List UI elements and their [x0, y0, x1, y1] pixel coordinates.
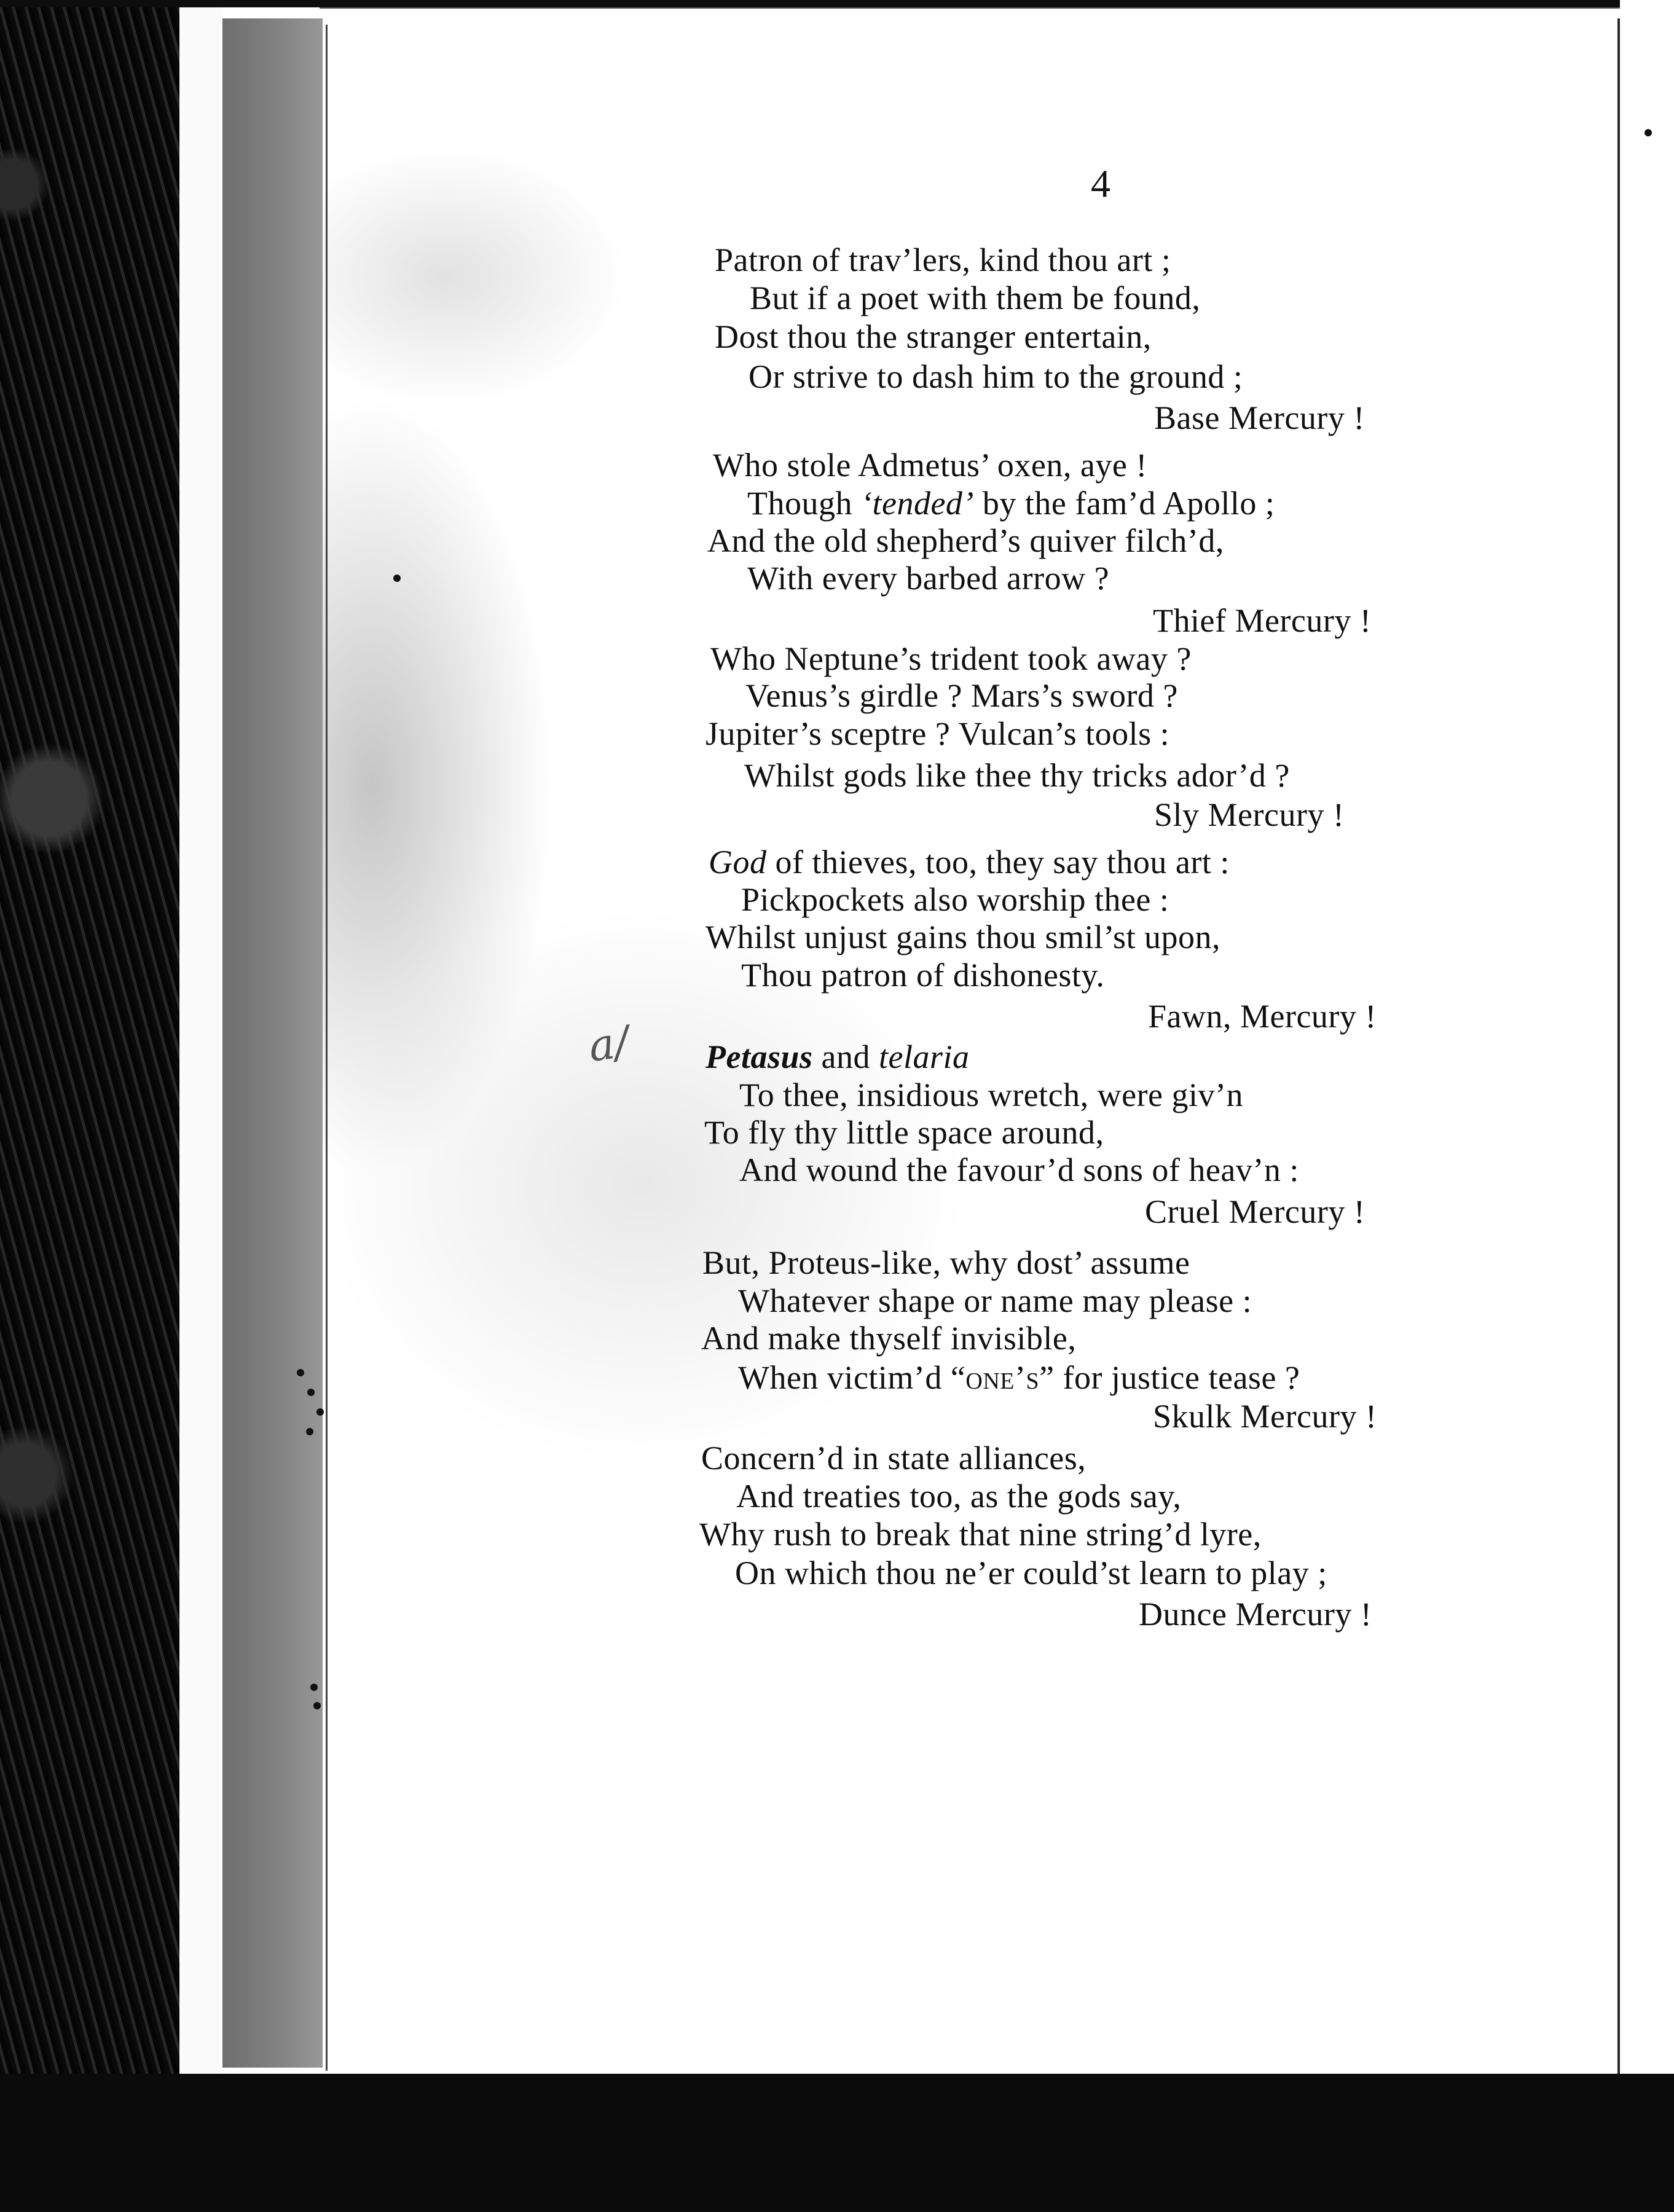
handwritten-marginalia: a/ [585, 1016, 632, 1072]
stanza-refrain: Dunce Mercury ! [1139, 1596, 1372, 1633]
poem-line: Why rush to break that nine string’d lyre, [699, 1516, 1262, 1553]
poem-line: Jupiter’s sceptre ? Vulcan’s tools : [705, 715, 1170, 752]
stanza-refrain: Fawn, Mercury ! [1148, 998, 1377, 1035]
poem-line: Though ‘tended’ by the fam’d Apollo ; [747, 485, 1275, 522]
page-edge-strip [179, 0, 222, 2212]
scan-speck [1645, 129, 1652, 136]
poem-line: To thee, insidious wretch, were giv’n [739, 1077, 1244, 1113]
poem-line: Who stole Admetus’ oxen, aye ! [713, 447, 1147, 484]
poem-line: When victim’d “one’s” for justice tease ? [738, 1359, 1300, 1396]
poem-line: Whilst unjust gains thou smil’st upon, [705, 919, 1221, 955]
stanza-refrain: Sly Mercury ! [1154, 796, 1345, 833]
poem-line: Pickpockets also worship thee : [741, 881, 1169, 918]
poem-line: And treaties too, as the gods say, [736, 1478, 1182, 1515]
poem-line: Venus’s girdle ? Mars’s sword ? [745, 677, 1178, 714]
stanza-refrain: Thief Mercury ! [1153, 602, 1372, 639]
bold-italic-term: Petasus [705, 1038, 813, 1075]
poem-line: Who Neptune’s trident took away ? [710, 640, 1192, 677]
poem-line: Concern’d in state alliances, [701, 1440, 1087, 1477]
stanza-refrain: Cruel Mercury ! [1145, 1193, 1366, 1230]
right-margin [1620, 0, 1674, 2074]
poem-line: Or strive to dash him to the ground ; [749, 358, 1243, 395]
emphasis: ‘tended’ [861, 485, 974, 522]
poem-line: And the old shepherd’s quiver filch’d, [707, 522, 1224, 559]
poem-line: With every barbed arrow ? [747, 560, 1110, 597]
poem-line: But if a poet with them be found, [750, 280, 1201, 316]
scan-speck [313, 1702, 321, 1709]
poem-line: But, Proteus-like, why dost’ assume [702, 1244, 1190, 1281]
poem-line: Dost thou the stranger entertain, [715, 318, 1152, 355]
top-page-edge [320, 7, 1674, 9]
page-number: 4 [1091, 162, 1111, 205]
poem-line: Whatever shape or name may please : [738, 1282, 1252, 1319]
scan-speck [306, 1428, 313, 1435]
poem-line: And wound the favour’d sons of heav’n : [739, 1151, 1299, 1188]
scan-speck [310, 1684, 318, 1691]
poem-line: Thou patron of dishonesty. [741, 957, 1105, 994]
poem-line: Whilst gods like thee thy tricks ador’d ? [744, 757, 1290, 794]
stanza-refrain: Base Mercury ! [1154, 399, 1365, 436]
poem-line: And make thyself invisible, [701, 1320, 1077, 1357]
emphasis: God [709, 844, 767, 880]
emphasis: telaria [879, 1038, 970, 1075]
scan-speck [297, 1369, 304, 1376]
small-caps-word: one’s [965, 1359, 1040, 1396]
poem-line: Petasus and telaria [705, 1038, 970, 1075]
gutter-rule [326, 25, 328, 2071]
top-scan-border [0, 0, 1674, 7]
poem-line: Patron of trav’lers, kind thou art ; [715, 241, 1171, 278]
bottom-scan-border [0, 2074, 1674, 2212]
scan-speck [307, 1389, 315, 1396]
scan-speck [316, 1408, 324, 1416]
scan-speck [393, 575, 401, 582]
poem-line: On which thou ne’er could’st learn to play ; [735, 1555, 1327, 1591]
stanza-refrain: Skulk Mercury ! [1153, 1398, 1377, 1435]
gutter-band [222, 18, 327, 2068]
poem-line: To fly thy little space around, [704, 1114, 1104, 1151]
poem-line: God of thieves, too, they say thou art : [709, 844, 1230, 880]
